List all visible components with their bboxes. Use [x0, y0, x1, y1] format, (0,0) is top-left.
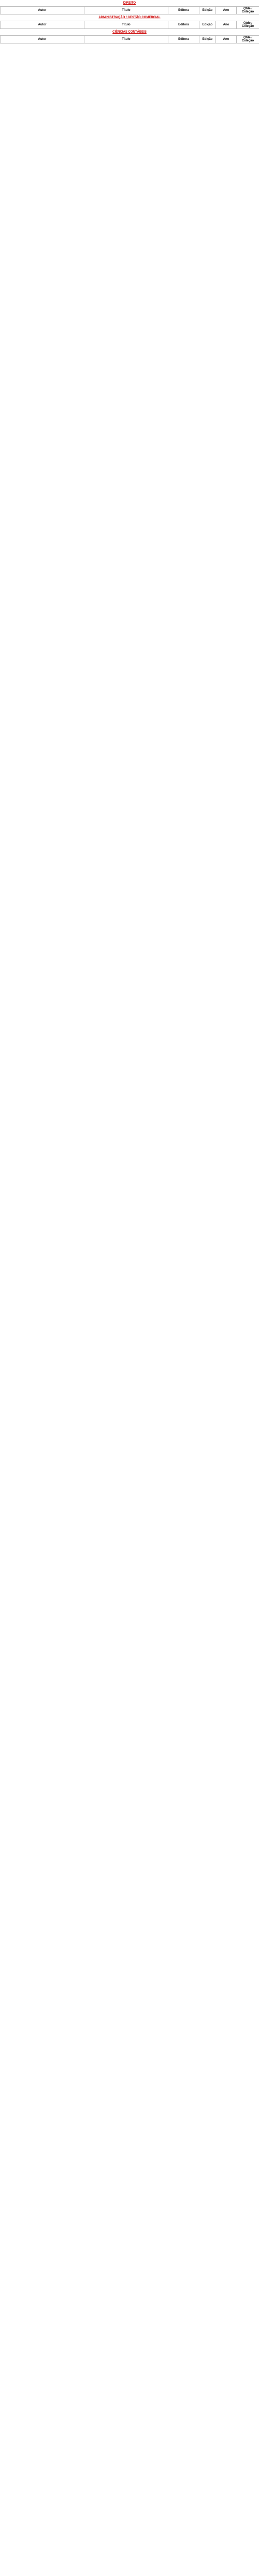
table-header-row	[1, 36, 259, 43]
column-header: Qtde / Coleção	[237, 7, 259, 14]
column-header: Título	[84, 21, 168, 29]
column-header: Ano	[216, 7, 237, 14]
column-header: Título	[84, 36, 168, 43]
column-header: Edição	[199, 36, 216, 43]
column-header: Qtde / Coleção	[237, 21, 259, 29]
book-table	[0, 21, 259, 29]
table-header-row	[1, 21, 259, 29]
column-header: Editora	[168, 36, 199, 43]
column-header: Título	[84, 7, 168, 14]
column-header: Edição	[199, 21, 216, 29]
column-header: Autor	[1, 36, 84, 43]
column-header: Autor	[1, 7, 84, 14]
book-table	[0, 35, 259, 43]
column-header: Edição	[199, 7, 216, 14]
table-header-row	[1, 7, 259, 14]
section-title: CIÊNCIAS CONTÁBEIS	[112, 31, 147, 34]
column-header: Editora	[168, 21, 199, 29]
book-table	[0, 6, 259, 14]
section-title: ADMINISTRAÇÃO / GESTÃO COMERCIAL	[98, 16, 161, 19]
section-title: DIREITO	[123, 2, 136, 5]
column-header: Editora	[168, 7, 199, 14]
column-header: Qtde / Coleção	[237, 36, 259, 43]
column-header: Ano	[216, 21, 237, 29]
column-header: Ano	[216, 36, 237, 43]
column-header: Autor	[1, 21, 84, 29]
